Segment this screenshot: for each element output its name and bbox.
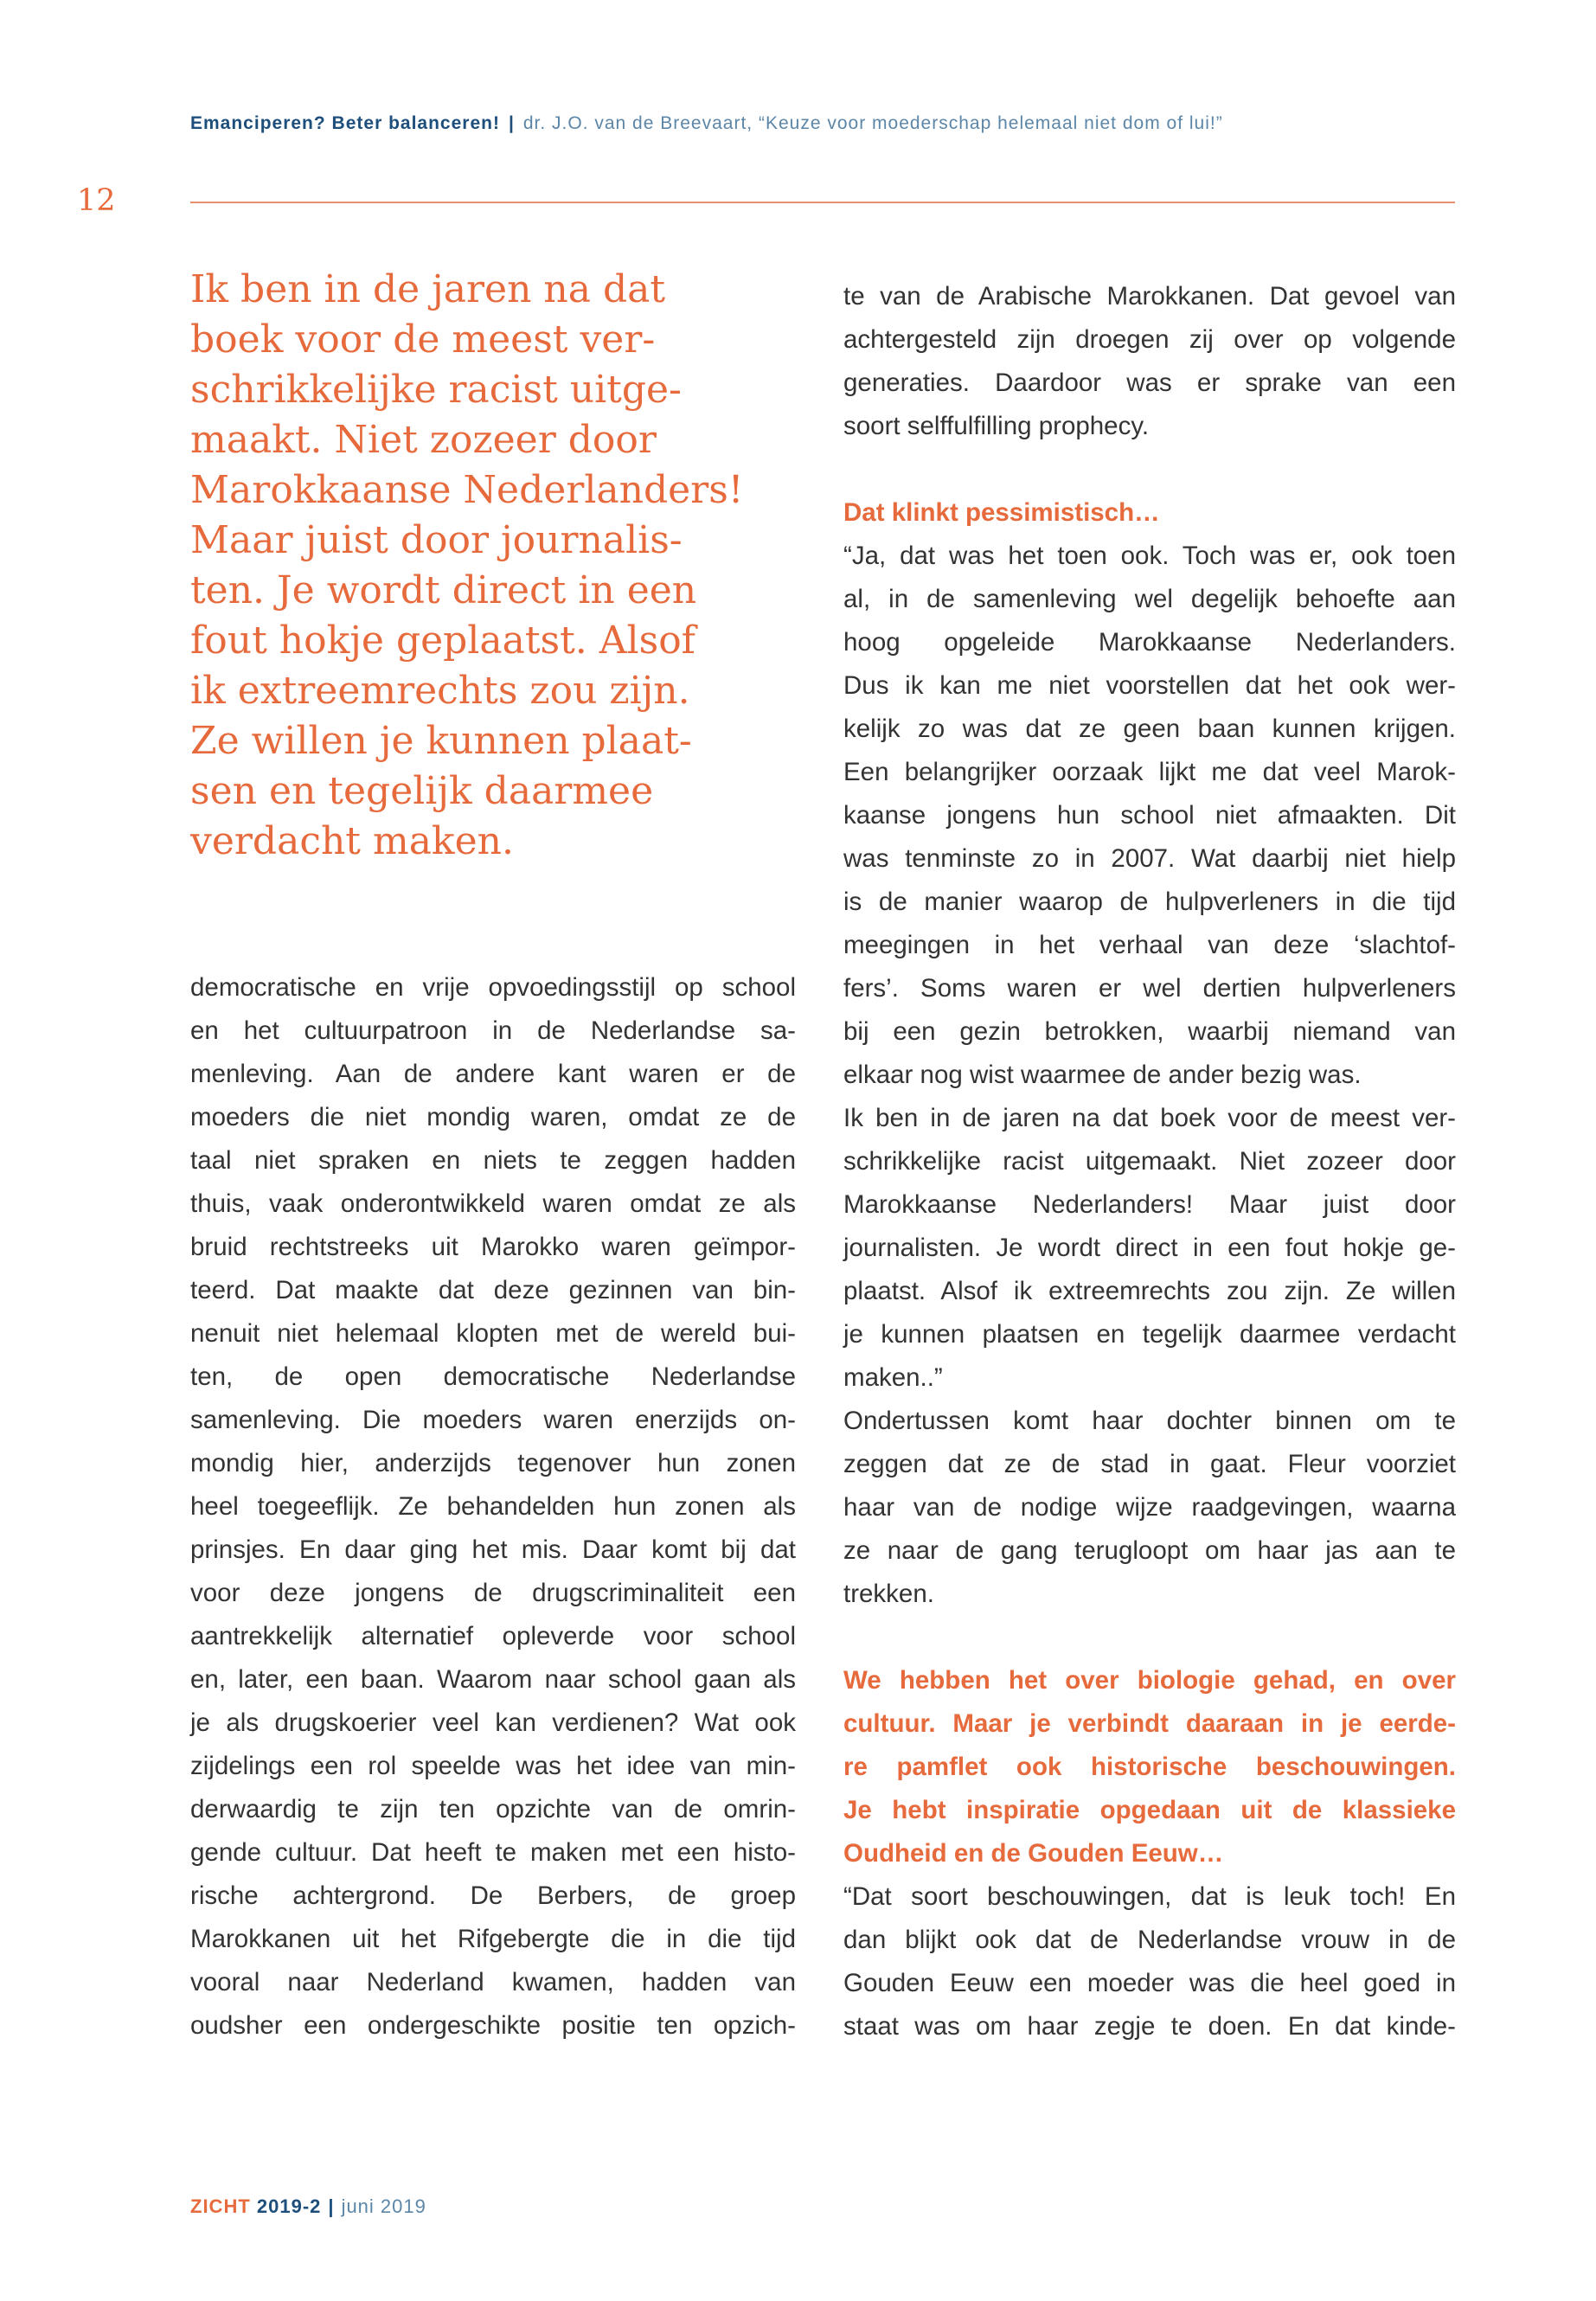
body-line: generaties. Daardoor was er sprake van een <box>843 369 1456 397</box>
pull-quote-line: Ze willen je kunnen plaat- <box>190 719 692 763</box>
question-line: Dat klinkt pessimistisch… <box>843 498 1160 527</box>
footer-date: juni 2019 <box>341 2195 426 2217</box>
body-line: samenleving. Die moeders waren enerzijds on- <box>190 1406 796 1434</box>
body-line: dan blijkt ook dat de Nederlandse vrouw in de <box>843 1926 1456 1954</box>
header-subtitle: dr. J.O. van de Breevaart, “Keuze voor moederschap helemaal niet dom of lui!” <box>522 113 1223 133</box>
body-line: aantrekkelijk alternatief opleverde voor school <box>190 1622 796 1650</box>
pull-quote-line: verdacht maken. <box>190 819 514 863</box>
body-line: “Dat soort beschouwingen, dat is leuk toch! En <box>843 1882 1456 1911</box>
body-line: zijdelings een rol speelde was het idee van min- <box>190 1752 796 1780</box>
body-line: nenuit niet helemaal klopten met de wereld bui- <box>190 1319 796 1348</box>
body-line: is de manier waarop de hulpverleners in die tijd <box>843 888 1456 916</box>
footer <box>190 2195 426 2218</box>
body-line: Ondertussen komt haar dochter binnen om te <box>843 1407 1456 1435</box>
body-line: meegingen in het verhaal van deze ‘slachtof- <box>843 931 1456 959</box>
pull-quote-line: Ik ben in de jaren na dat <box>190 267 666 311</box>
body-line: Een belangrijker oorzaak lijkt me dat veel Marok- <box>843 758 1456 786</box>
question-line: Oudheid en de Gouden Eeuw… <box>843 1839 1224 1868</box>
body-line: schrikkelijke racist uitgemaakt. Niet zozeer door <box>843 1147 1456 1176</box>
question-line: Je hebt inspiratie opgedaan uit de klassieke <box>843 1796 1456 1824</box>
body-line: ze naar de gang terugloopt om haar jas aan te <box>843 1536 1456 1565</box>
pull-quote-line: boek voor de meest ver- <box>190 317 656 362</box>
question-line: cultuur. Maar je verbindt daaraan in je eerde- <box>843 1709 1456 1738</box>
question-line: re pamflet ook historische beschouwingen. <box>843 1753 1456 1781</box>
body-line: voor deze jongens de drugscriminaliteit een <box>190 1579 796 1607</box>
pull-quote-line: Marokkaanse Nederlanders! <box>190 468 744 512</box>
body-line: moeders die niet mondig waren, omdat ze de <box>190 1103 796 1131</box>
body-line: Marokkaanse Nederlanders! Maar juist door <box>843 1190 1456 1219</box>
page-number: 12 <box>77 183 116 218</box>
body-line: hoog opgeleide Marokkaanse Nederlanders. <box>843 628 1456 657</box>
body-line: Gouden Eeuw een moeder was die heel goed in <box>843 1969 1456 1997</box>
pull-quote-line: maakt. Niet zozeer door <box>190 418 657 462</box>
header-rule <box>190 202 1455 203</box>
body-line: en, later, een baan. Waarom naar school gaan als <box>190 1665 796 1694</box>
paragraph-gap <box>843 1616 1456 1659</box>
body-line: zeggen dat ze de stad in gaat. Fleur voorziet <box>843 1450 1456 1478</box>
body-line: journalisten. Je wordt direct in een fout hokje ge- <box>843 1234 1456 1262</box>
body-line: oudsher een ondergeschikte positie ten opzich- <box>190 2011 796 2040</box>
left-column <box>190 966 796 2048</box>
running-header <box>190 113 1453 134</box>
body-line: elkaar nog wist waarmee de ander bezig was. <box>843 1061 1362 1089</box>
body-line: menleving. Aan de andere kant waren er de <box>190 1060 796 1088</box>
pull-quote-line: ten. Je wordt direct in een <box>190 568 697 612</box>
pull-quote-line: fout hokje geplaatst. Alsof <box>190 619 695 663</box>
question-line: We hebben het over biologie gehad, en over <box>843 1666 1456 1695</box>
body-line: rische achtergrond. De Berbers, de groep <box>190 1881 796 1910</box>
header-title: Emanciperen? Beter balanceren! <box>190 113 500 133</box>
body-line: was tenminste zo in 2007. Wat daarbij niet hielp <box>843 844 1456 873</box>
body-line: haar van de nodige wijze raadgevingen, waarna <box>843 1493 1456 1522</box>
body-line: gende cultuur. Dat heeft te maken met een histo- <box>190 1838 796 1867</box>
body-line: trekken. <box>843 1580 934 1608</box>
body-line: “Ja, dat was het toen ook. Toch was er, ook toen <box>843 542 1456 570</box>
pull-quote-line: Maar juist door journalis- <box>190 518 683 562</box>
body-line: achtergesteld zijn droegen zij over op volgende <box>843 325 1456 354</box>
footer-issue: 2019-2 <box>256 2195 322 2217</box>
body-line: heel toegeeflijk. Ze behandelden hun zonen als <box>190 1492 796 1521</box>
footer-separator: | <box>328 2195 335 2217</box>
body-line: Dus ik kan me niet voorstellen dat het ook wer- <box>843 671 1456 700</box>
body-line: kaanse jongens hun school niet afmaakten. Dit <box>843 801 1456 830</box>
pull-quote-line: ik extreemrechts zou zijn. <box>190 669 690 713</box>
body-line: bij een gezin betrokken, waarbij niemand van <box>843 1017 1456 1046</box>
right-column <box>843 275 1456 2048</box>
body-line: teerd. Dat maakte dat deze gezinnen van bin- <box>190 1276 796 1304</box>
body-line: al, in de samenleving wel degelijk behoefte aan <box>843 585 1456 613</box>
body-line: soort selffulfilling prophecy. <box>843 412 1150 440</box>
body-line: je als drugskoerier veel kan verdienen? Wat ook <box>190 1708 796 1737</box>
body-line: staat was om haar zegje te doen. En dat kinde- <box>843 2012 1456 2041</box>
footer-brand: ZICHT <box>190 2195 251 2217</box>
body-line: Ik ben in de jaren na dat boek voor de meest ver- <box>843 1104 1456 1132</box>
pull-quote-line: sen en tegelijk daarmee <box>190 769 654 813</box>
body-line: vooral naar Nederland kwamen, hadden van <box>190 1968 796 1997</box>
body-line: fers’. Soms waren er wel dertien hulpverleners <box>843 974 1456 1003</box>
body-line: mondig hier, anderzijds tegenover hun zonen <box>190 1449 796 1477</box>
body-line: te van de Arabische Marokkanen. Dat gevoel van <box>843 282 1456 311</box>
pull-quote <box>190 265 813 867</box>
body-line: thuis, vaak onderontwikkeld waren omdat ze als <box>190 1189 796 1218</box>
header-separator: | <box>508 113 515 133</box>
body-line: taal niet spraken en niets te zeggen hadden <box>190 1146 796 1175</box>
body-line: ten, de open democratische Nederlandse <box>190 1362 796 1391</box>
paragraph-gap <box>843 448 1456 491</box>
body-line: Marokkanen uit het Rifgebergte die in die tijd <box>190 1925 796 1953</box>
body-line: en het cultuurpatroon in de Nederlandse sa- <box>190 1016 796 1045</box>
body-line: kelijk zo was dat ze geen baan kunnen krijgen. <box>843 715 1456 743</box>
body-line: je kunnen plaatsen en tegelijk daarmee verdacht <box>843 1320 1456 1349</box>
body-line: bruid rechtstreeks uit Marokko waren geïmpor- <box>190 1233 796 1261</box>
body-line: prinsjes. En daar ging het mis. Daar komt bij dat <box>190 1535 796 1564</box>
body-line: democratische en vrije opvoedingsstijl op school <box>190 973 796 1002</box>
pull-quote-line: schrikkelijke racist uitge- <box>190 368 682 412</box>
body-line: derwaardig te zijn ten opzichte van de omrin- <box>190 1795 796 1823</box>
body-line: plaatst. Alsof ik extreemrechts zou zijn. Ze willen <box>843 1277 1456 1305</box>
body-line: maken..” <box>843 1363 943 1392</box>
